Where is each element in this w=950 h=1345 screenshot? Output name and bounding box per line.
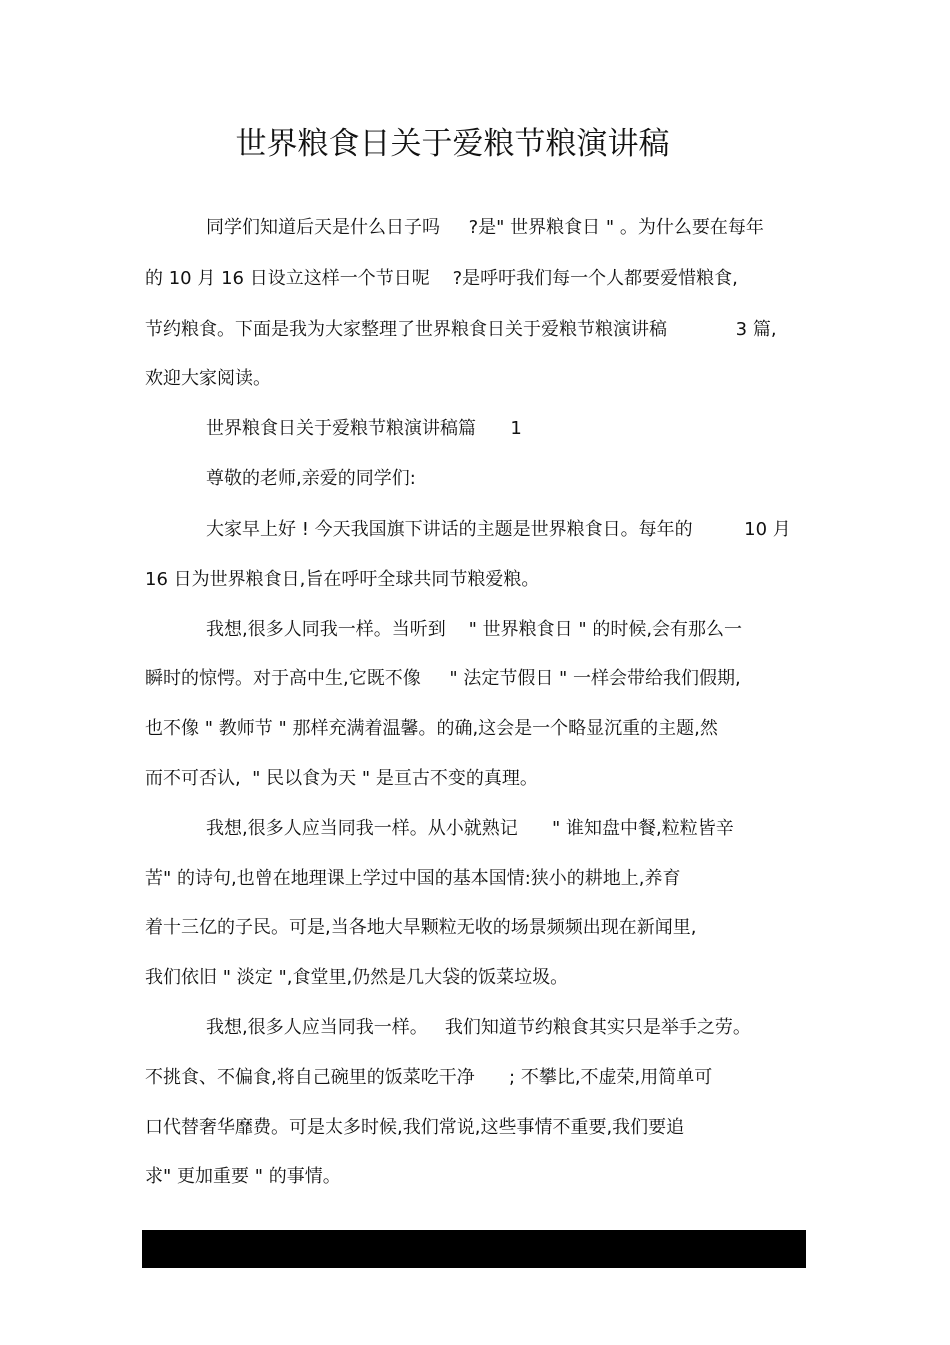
paragraph-line: 着十三亿的子民。可是,当各地大旱颗粒无收的场景频频出现在新闻里, (145, 917, 697, 938)
salutation: 尊敬的老师,亲爱的同学们: (206, 468, 416, 489)
section-heading: 世界粮食日关于爱粮节粮演讲稿篇 1 (206, 418, 522, 439)
paragraph-line: 口代替奢华靡费。可是太多时候,我们常说,这些事情不重要,我们要追 (145, 1117, 685, 1138)
paragraph-line: 的 10 月 16 日设立这样一个节日呢 ?是呼吁我们每一个人都要爱惜粮食, (145, 268, 738, 289)
paragraph-line: 不挑食、不偏食,将自己碗里的饭菜吃干净 ; 不攀比,不虚荣,用简单可 (145, 1067, 713, 1088)
paragraph-line: 16 日为世界粮食日,旨在呼吁全球共同节粮爱粮。 (145, 569, 540, 590)
paragraph-line: 瞬时的惊愕。对于高中生,它既不像 " 法定节假日 " 一样会带给我们假期, (145, 668, 741, 689)
paragraph-line: 我想,很多人同我一样。当听到 " 世界粮食日 " 的时候,会有那么一 (206, 619, 743, 640)
paragraph-line: 而不可否认, " 民以食为天 " 是亘古不变的真理。 (145, 768, 538, 789)
paragraph-line: 求" 更加重要 " 的事情。 (145, 1166, 341, 1187)
paragraph-line: 我们依旧 " 淡定 ",食堂里,仍然是几大袋的饭菜垃圾。 (145, 967, 569, 988)
paragraph-line: 苦" 的诗句,也曾在地理课上学过中国的基本国情:狭小的耕地上,养育 (145, 868, 681, 889)
paragraph-line: 同学们知道后天是什么日子吗 ?是" 世界粮食日 " 。为什么要在每年 (206, 217, 764, 238)
paragraph-line: 欢迎大家阅读。 (145, 368, 271, 389)
paragraph-line: 大家早上好 ! 今天我国旗下讲话的主题是世界粮食日。每年的 10 月 (206, 519, 791, 540)
document-title: 世界粮食日关于爱粮节粮演讲稿 (235, 126, 670, 162)
paragraph-line: 节约粮食。下面是我为大家整理了世界粮食日关于爱粮节粮演讲稿 3 篇, (145, 319, 777, 340)
paragraph-line: 我想,很多人应当同我一样。从小就熟记 " 谁知盘中餐,粒粒皆辛 (206, 818, 734, 839)
footer-black-bar (142, 1230, 806, 1268)
paragraph-line: 也不像 " 教师节 " 那样充满着温馨。的确,这会是一个略显沉重的主题,然 (145, 718, 718, 739)
paragraph-line: 我想,很多人应当同我一样。 我们知道节约粮食其实只是举手之劳。 (206, 1017, 751, 1038)
